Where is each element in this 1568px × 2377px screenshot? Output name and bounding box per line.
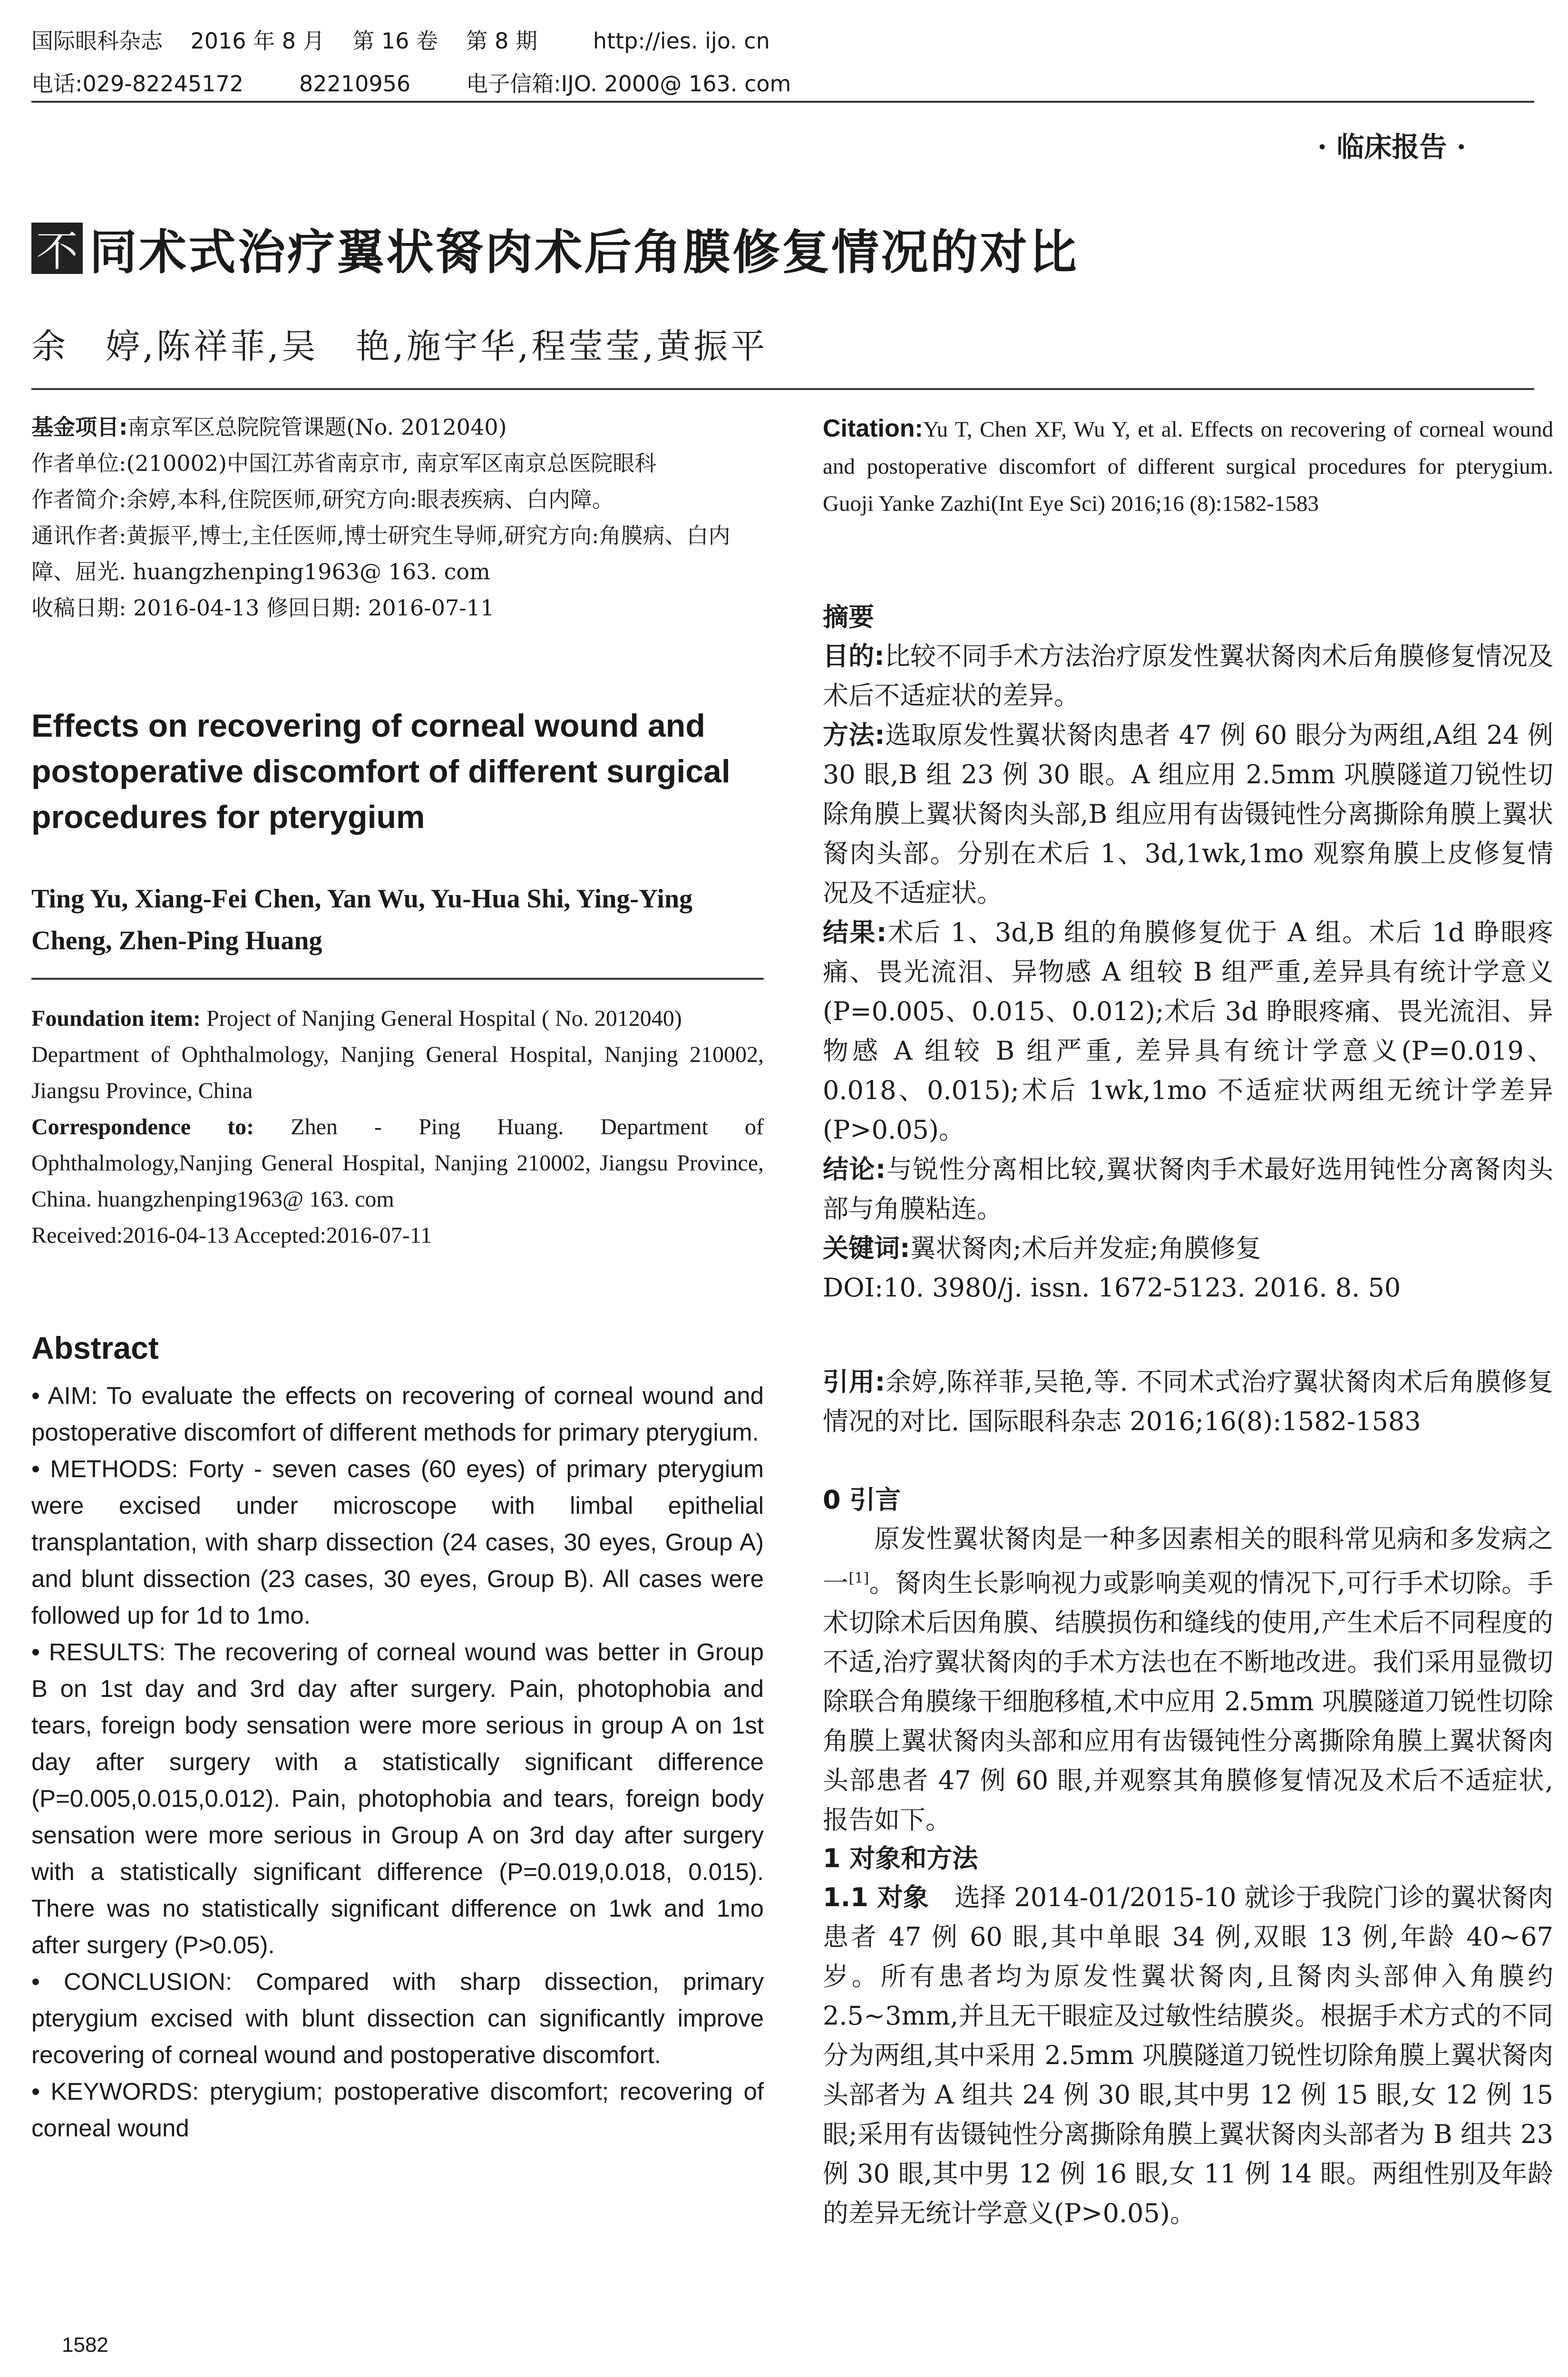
zh-abstract-heading: 摘要 bbox=[823, 602, 874, 632]
english-authors: Ting Yu, Xiang-Fei Chen, Yan Wu, Yu-Hua Shi, Ying-Ying Cheng, Zhen-Ping Huang bbox=[31, 884, 693, 955]
meta-cn: 基金项目:南京军区总院院管课题(No. 2012040) 作者单位:(210002)中国江苏省南京市, 南京军区南京总医院眼科 作者简介:余婷,本科,住院医师,研究方向:眼表疾病、白内障。 通讯作者:黄振平,博士,主任医师,博士研究生导师,研究方向:角膜病、白内障、屈光. huangzhenping1963@ 163. com 收稿日期: 2016-04-13 修回日期: 2016-07-11 bbox=[31, 414, 730, 621]
citation-cn: 引用:余婷,陈祥菲,吴艳,等. 不同术式治疗翼状胬肉术后角膜修复情况的对比. 国际眼科杂志 2016;16(8):1582-1583 bbox=[823, 1367, 1553, 1436]
article-title bbox=[31, 214, 1079, 283]
en-authors-rule bbox=[31, 978, 764, 980]
journal-header-line2: 电话:029-82245172 82210956 电子信箱:IJO. 2000@ 163. com bbox=[31, 71, 791, 97]
english-title: Effects on recovering of corneal wound and postoperative discomfort of different surgical procedures for pterygium bbox=[31, 708, 730, 835]
page-number: 1582 bbox=[62, 2333, 108, 2357]
journal-header-line1: 国际眼科杂志 2016 年 8 月 第 16 卷 第 8 期 http://ies. ijo. cn bbox=[31, 28, 770, 54]
abstract-methods: • METHODS: Forty - seven cases (60 eyes) of primary pterygium were excised under microscope with limbal epithelial transplantation, with sharp dissection (24 cases, 30 eyes, Group A) and blunt dissection (23 cases, 30 eyes, Group B). All cases were followed up for 1d to 1mo. bbox=[31, 1455, 764, 1629]
abstract-results: • RESULTS: The recovering of corneal wound was better in Group B on 1st day and 3rd day after surgery. Pain, photophobia and tears, foreign body sensation were more serious in group A on 1st day after surgery with a statistically significant difference (P=0.005,0.015,0.012). Pain, photophobia and tears, foreign body sensation were more serious in Group A on 3rd day after surgery with a statistically significant difference (P=0.019,0.018, 0.015). There was no statistically significant difference on 1wk and 1mo after surgery (P>0.05). bbox=[31, 1638, 764, 1958]
abstract-keywords: • KEYWORDS: pterygium; postoperative discomfort; recovering of corneal wound bbox=[31, 2078, 764, 2142]
english-meta: Foundation item: Project of Nanjing General Hospital ( No. 2012040) Department of Ophthalmology, Nanjing General Hospital, Nanjing 210002, Jiangsu Province, China Correspondence to: Zhen - Ping Huang. Department of Ophthalmology,Nanjing General Hospital, Nanjing 210002, Jiangsu Province, China. huangzhenping1963@ 163. com Received:2016-04-13 Accepted:2016-07-11 bbox=[31, 1006, 764, 1248]
title-first-char: 不 bbox=[31, 223, 83, 274]
zh-abstract: 摘要 目的:比较不同手术方法治疗原发性翼状胬肉术后角膜修复情况及术后不适症状的差异。 方法:选取原发性翼状胬肉患者 47 例 60 眼分为两组,A组 24 例 30 眼,B 组 23 例 30 眼。A 组应用 2.5mm 巩膜隧道刀锐性切除角膜上翼状胬肉头部,B 组应用有齿镊钝性分离撕除角膜上翼状胬肉头部。分别在术后 1、3d,1wk,1mo 观察角膜上皮修复情况及不适症状。 结果:术后 1、3d,B 组的角膜修复优于 A 组。术后 1d 睁眼疼痛、畏光流泪、异物感 A 组较 B 组严重,差异具有统计学意义(P=0.005、0.015、0.012);术后 3d 睁眼疼痛、畏光流泪、异物感 A 组较 B 组严重, 差异具有统计学意义(P=0.019、0.018、0.015);术后 1wk,1mo 不适症状两组无统计学差异(P>0.05)。 结论:与锐性分离相比较,翼状胬肉手术最好选用钝性分离胬肉头部与角膜粘连。 关键词:翼状胬肉;术后并发症;角膜修复 DOI:10. 3980/j. issn. 1672-5123. 2016. 8. 50 bbox=[823, 598, 1553, 1307]
methods-heading: 1 对象和方法 bbox=[823, 1843, 978, 1873]
header-rule bbox=[31, 101, 1534, 103]
section-tag: · 临床报告 · bbox=[1317, 131, 1466, 163]
abstract-body bbox=[31, 1377, 764, 2146]
intro-heading: 0 引言 bbox=[823, 1485, 901, 1515]
citation-en: Citation:Yu T, Chen XF, Wu Y, et al. Effects on recovering of corneal wound and postoperative discomfort of different surgical procedures for pterygium. Guoji Yanke Zazhi(Int Eye Sci) 2016;16 (8):1582-1583 bbox=[823, 415, 1553, 516]
abstract-conclusion: • CONCLUSION: Compared with sharp dissection, primary pterygium excised with blunt dissection can significantly improve recovering of corneal wound and postoperative discomfort. bbox=[31, 1968, 764, 2068]
doi: DOI:10. 3980/j. issn. 1672-5123. 2016. 8. 50 bbox=[823, 1273, 1401, 1303]
title-text: 同术式治疗翼状胬肉术后角膜修复情况的对比 bbox=[89, 224, 1079, 280]
introduction: 0 引言 原发性翼状胬肉是一种多因素相关的眼科常见病和多发病之一[1]。胬肉生长影响视力或影响美观的情况下,可行手术切除。手术切除术后因角膜、结膜损伤和缝线的使用,产生术后不同程度的不适,治疗翼状胬肉的手术方法也在不断地改进。我们采用显微切除联合角膜缘干细胞移植,术中应用 2.5mm 巩膜隧道刀锐性切除角膜上翼状胬肉头部和应用有齿镊钝性分离撕除角膜上翼状胬肉头部患者 47 例 60 眼,并观察其角膜修复情况及术后不适症状,报告如下。 1 对象和方法 1.1 对象 选择 2014-01/2015-10 就诊于我院门诊的翼状胬肉患者 47 例 60 眼,其中单眼 34 例,双眼 13 例,年龄 40~67 岁。所有患者均为原发性翼状胬肉,且胬肉头部伸入角膜约 2.5~3mm,并且无干眼症及过敏性结膜炎。根据手术方式的不同分为两组,其中采用 2.5mm 巩膜隧道刀锐性切除角膜上翼状胬肉头部者为 A 组共 24 例 30 眼,其中男 12 例 15 眼,女 12 例 15 眼;采用有齿镊钝性分离撕除角膜上翼状胬肉头部者为 B 组共 23 例 30 眼,其中男 12 例 16 眼,女 11 例 14 眼。两组性别及年龄的差异无统计学意义(P>0.05)。 bbox=[823, 1481, 1553, 2233]
abstract-aim: • AIM: To evaluate the effects on recovering of corneal wound and postoperative discomfort of different methods for primary pterygium. bbox=[31, 1382, 764, 1446]
abstract-heading: Abstract bbox=[31, 1330, 159, 1365]
title-rule bbox=[31, 388, 1534, 390]
authors-cn: 余 婷,陈祥菲,吴 艳,施宇华,程莹莹,黄振平 bbox=[31, 326, 768, 366]
